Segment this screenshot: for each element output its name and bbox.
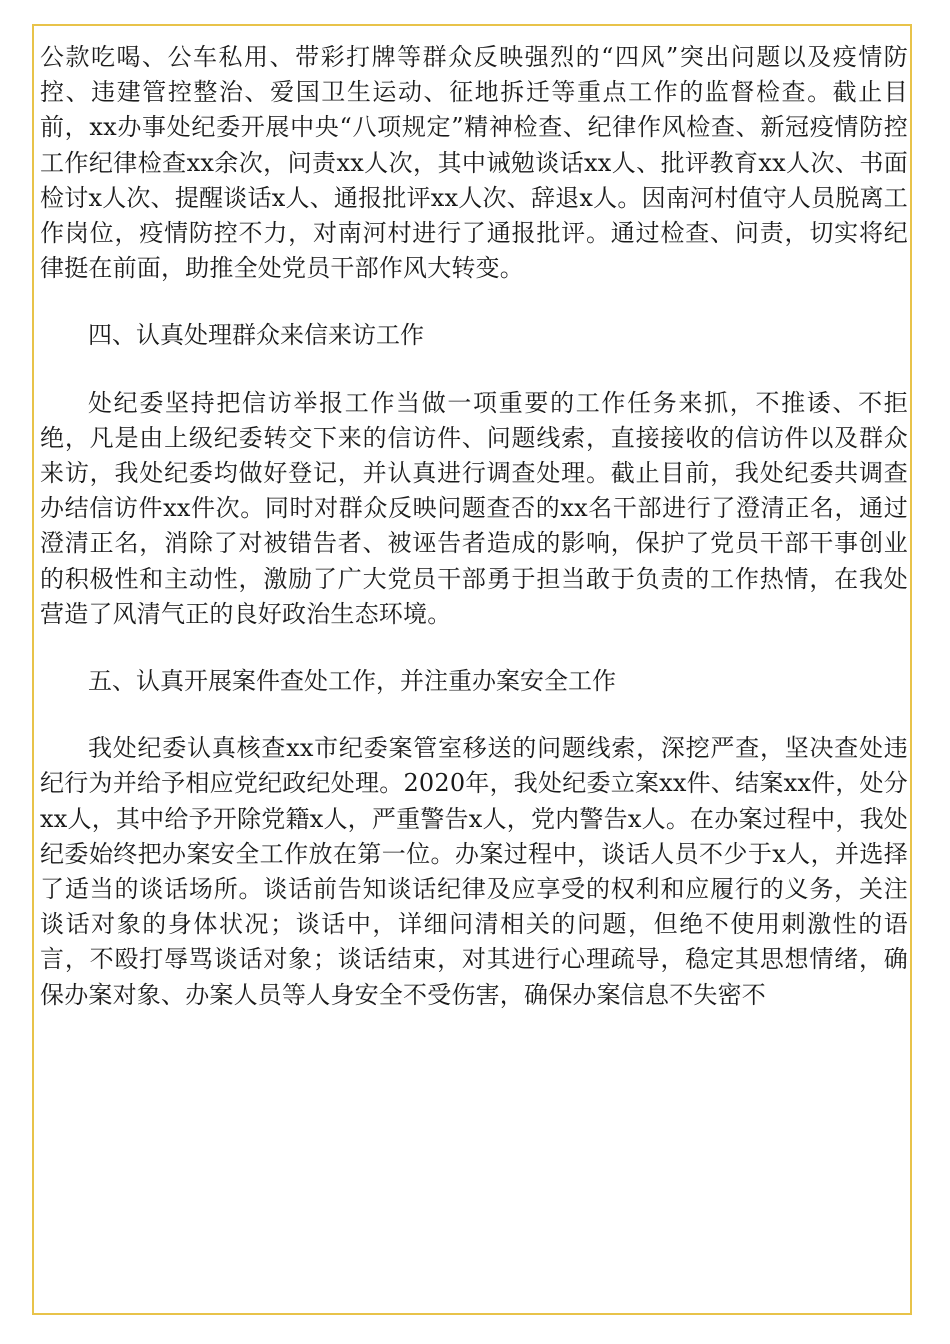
document-body (40, 40, 908, 1013)
paragraph-case-handling: 我处纪委认真核查xx市纪委案管室移送的问题线索，深挖严查，坚决查处违纪行为并给予相应党纪政纪处理。2020年，我处纪委立案xx件、结案xx件，处分xx人，其中给予开除党籍x人，严重警告x人，党内警告x人。在办案过程中，我处纪委始终把办案安全工作放在第一位。办案过程中，谈话人员不少于x人，并选择了适当的谈话场所。谈话前告知谈话纪律及应享受的权利和应履行的义务，关注谈话对象的身体状况；谈话中，详细问清相关的问题，但绝不使用刺激性的语言，不殴打辱骂谈话对象；谈话结束，对其进行心理疏导，稳定其思想情绪，确保办案对象、办案人员等人身安全不受伤害，确保办案信息不失密不 (40, 734, 908, 1009)
paragraph-4feng-supervision: 公款吃喝、公车私用、带彩打牌等群众反映强烈的“四风”突出问题以及疫情防控、违建管控整治、爱国卫生运动、征地拆迁等重点工作的监督检查。截止目前，xx办事处纪委开展中央“八项规定”精神检查、纪律作风检查、新冠疫情防控工作纪律检查xx余次，问责xx人次，其中诫勉谈话xx人、批评教育xx人次、书面检讨x人次、提醒谈话x人、通报批评xx人次、辞退x人。因南河村值守人员脱离工作岗位，疫情防控不力，对南河村进行了通报批评。通过检查、问责，切实将纪律挺在前面，助推全处党员干部作风大转变。 (40, 43, 908, 283)
spacer (40, 699, 908, 731)
section-heading-5: 五、认真开展案件查处工作，并注重办案安全工作 (88, 667, 616, 696)
spacer (40, 286, 908, 318)
spacer (40, 354, 908, 386)
paragraph-petitions: 处纪委坚持把信访举报工作当做一项重要的工作任务来抓，不推诿、不拒绝，凡是由上级纪委转交下来的信访件、问题线索，直接接收的信访件以及群众来访，我处纪委均做好登记，并认真进行调查处理。截止目前，我处纪委共调查办结信访件xx件次。同时对群众反映问题查否的xx名干部进行了澄清正名，通过澄清正名，消除了对被错告者、被诬告者造成的影响，保护了党员干部干事创业的积极性和主动性，激励了广大党员干部勇于担当敢于负责的工作热情，在我处营造了风清气正的良好政治生态环境。 (40, 388, 908, 628)
spacer (40, 632, 908, 664)
section-heading-4: 四、认真处理群众来信来访工作 (88, 321, 424, 350)
